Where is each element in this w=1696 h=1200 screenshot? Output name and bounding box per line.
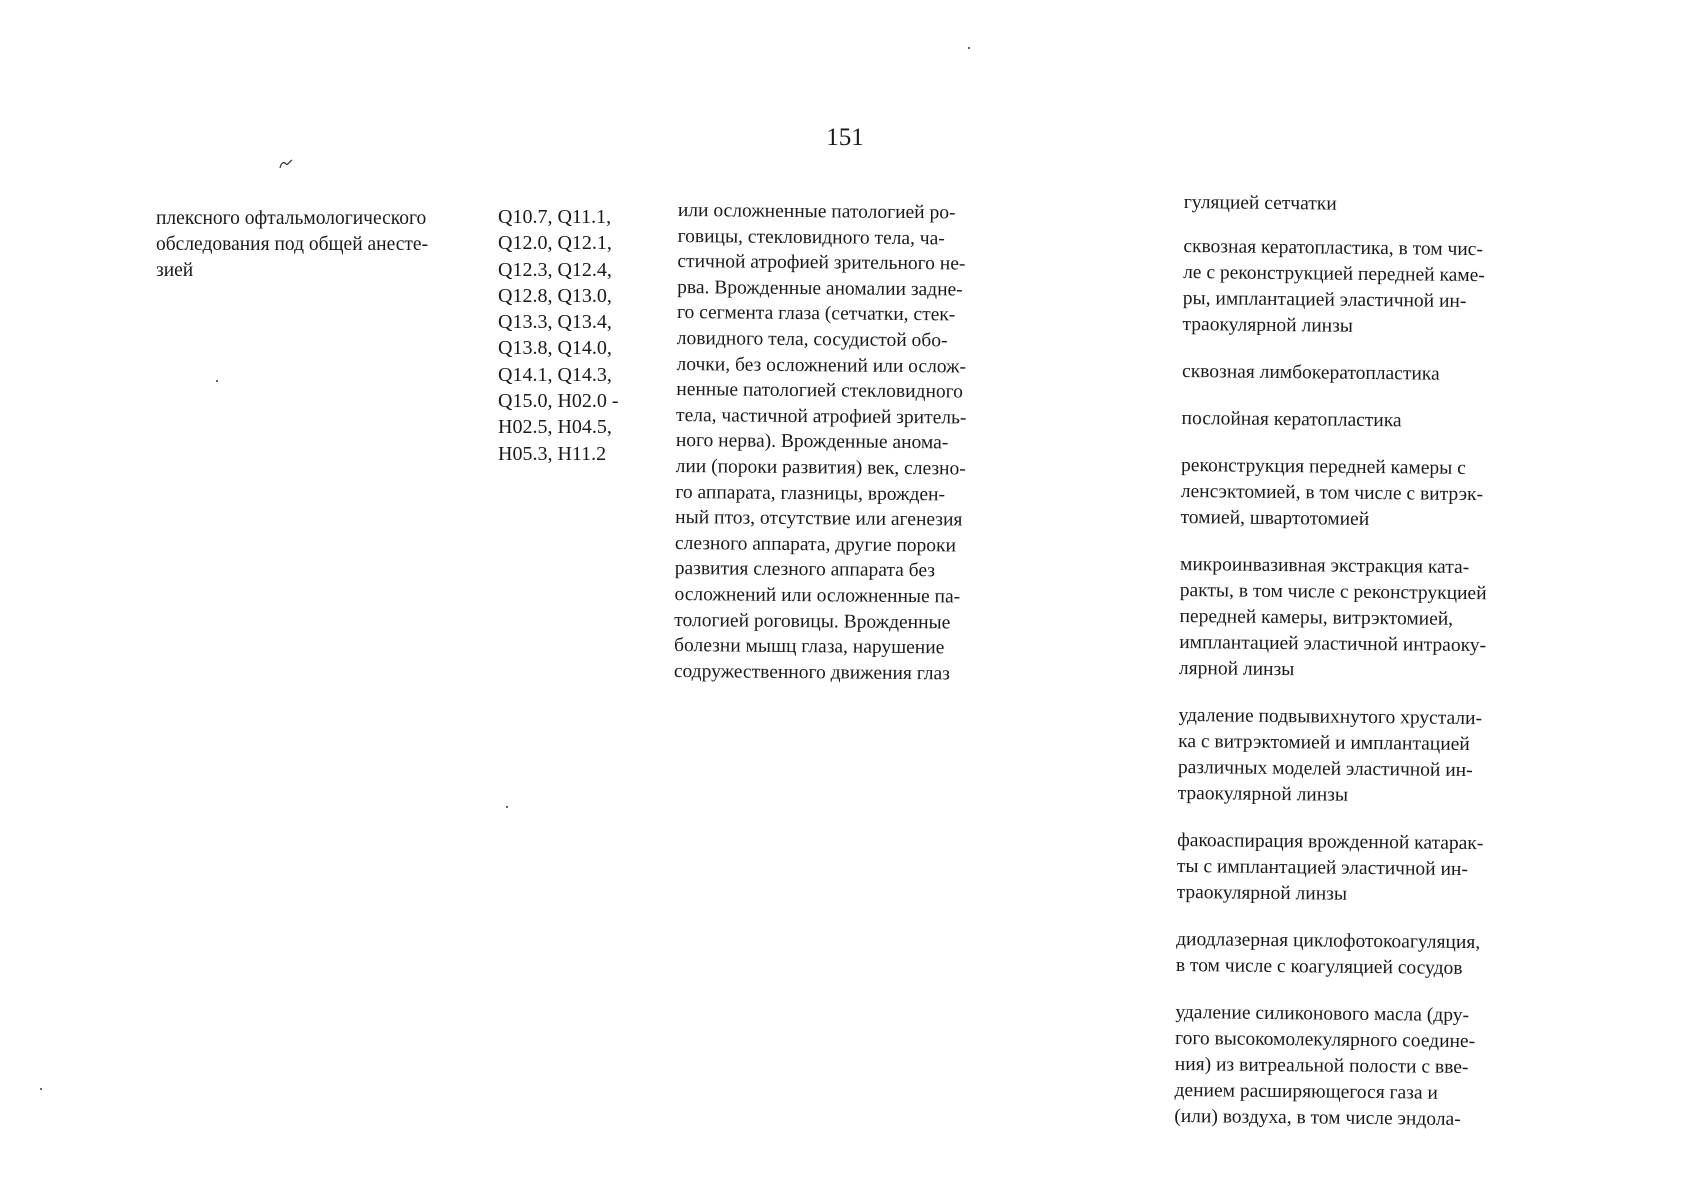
treatment-item: сквозная кератопластика, в том чис- ле с реконструкцией передней каме- ры, имплантацией эластичной ин- траокулярной линзы (1182, 235, 1485, 337)
pen-mark-icon (278, 158, 294, 170)
scan-speck (40, 1088, 42, 1090)
treatment-item: микроинвазивная экстракция ката- ракты, в том числе с реконструкцией передней камеры, витрэктомией, имплантацией эластичной интраоку- лярной линзы (1178, 553, 1487, 681)
treatment-item: удаление силиконового масла (дру- гого высокомолекулярного соедине- ния) из витреальной полости с вве- дением расширяющегося газа и (или) воздуха, в том числе эндола- (1174, 1001, 1476, 1130)
icd-codes-column: Q10.7, Q11.1, Q12.0, Q12.1, Q12.3, Q12.4, Q12.8, Q13.0, Q13.3, Q13.4, Q13.8, Q14.0, Q14.1, Q14.3, Q15.0, H02.0 - H02.5, H04.5, H05.3, H11.2 (498, 206, 619, 465)
treatment-item: факоаспирация врожденной катарак- ты с имплантацией эластичной ин- траокулярной линзы (1176, 829, 1484, 905)
diagnosis-column: или осложненные патологией ро- говицы, стекловидного тела, ча- стичной атрофией зрительного не- рва. Врожденные аномалии задне- го сегмента глаза (сетчатки, стек- ловидного тела, сосудистой обо- лочки, без осложнений или ослож- ненные патологией стекловидного тела, частичной атрофией зритель- ного нерва). Врожденные анома- лии (пороки развития) век, слезно- го аппарата, глазницы, врожден- ный птоз, отсутствие или агенезия слезного аппарата, другие пороки развития слезного аппарата без осложнений или осложненные па- тологией роговицы. Врожденные болезни мышц глаза, нарушение содружественного движения глаз (673, 199, 967, 685)
treatment-item: гуляцией сетчатки (1183, 191, 1337, 215)
scan-speck (216, 380, 218, 382)
treatment-item: послойная кератопластика (1181, 407, 1402, 432)
treatment-item: реконструкция передней камеры с ленсэктомией, в том числе с витрэк- томией, швартотомией (1180, 454, 1484, 530)
treatment-methods-column (1174, 190, 1564, 1155)
procedure-name-column: плексного офтальмологического обследования под общей анесте- зией (156, 208, 429, 281)
treatment-item: сквозная лимбокератопластика (1181, 360, 1440, 385)
treatment-item: диодлазерная циклофотокоагуляция, в том числе с коагуляцией сосудов (1175, 928, 1481, 979)
page-number: 151 (826, 124, 864, 151)
scan-speck (506, 806, 508, 808)
scan-speck (968, 47, 970, 49)
treatment-item: удаление подвывихнутого хрустали- ка с витрэктомией и имплантацией различных моделей эластичной ин- траокулярной линзы (1177, 704, 1483, 806)
